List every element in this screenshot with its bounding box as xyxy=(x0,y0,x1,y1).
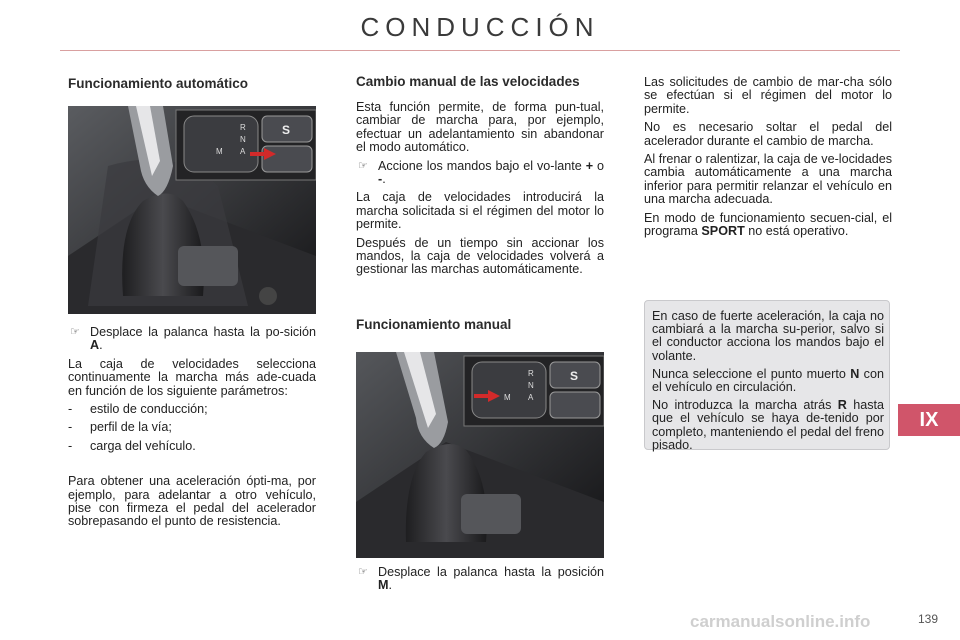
page-title: CONDUCCIÓN xyxy=(360,12,600,42)
column-conditions xyxy=(644,76,892,243)
list-item: - estilo de conducción; xyxy=(68,402,208,417)
paragraph-braking: Al frenar o ralentizar, la caja de ve-locidades cambia automáticamente a una marcha inferior para permitir relanzar el vehículo en una marcha adecuada. xyxy=(644,152,892,207)
paragraph-requests: Las solicitudes de cambio de mar-cha sólo se efectúan si el régimen del motor lo permite. xyxy=(644,75,892,116)
paragraph-accelerator: No es necesario soltar el pedal del acelerador durante el cambio de marcha. xyxy=(644,120,892,148)
gate-label-a: A xyxy=(528,393,534,402)
note-box xyxy=(644,300,890,450)
paragraph-parameters: La caja de velocidades selecciona continuamente la marcha más ade-cuada en función de los siguiente parámetros: xyxy=(68,356,316,398)
list-item: - perfil de la vía; xyxy=(68,420,172,435)
position-m: M xyxy=(378,578,389,593)
bullet-steering-controls: ☞ Accione los mandos bajo el vo-lante + o -. xyxy=(358,158,604,187)
paragraph-acceleration: Para obtener una aceleración ópti-ma, por ejemplo, para adelantar a otro vehículo, pise con firmeza el pedal del acelerador sobrepasando el punto de resistencia. xyxy=(68,474,316,529)
gate-label-n: N xyxy=(240,135,246,144)
heading-manual: Funcionamiento manual xyxy=(356,317,512,332)
sport-button-label: S xyxy=(570,369,579,383)
position-a: A xyxy=(90,338,100,353)
gear-selector-photo-automatic xyxy=(68,106,316,314)
paragraph-sport: En modo de funcionamiento secuen-cial, el programa SPORT no está operativo. xyxy=(644,210,892,239)
page-number: 139 xyxy=(917,612,938,626)
gate-label-a: A xyxy=(240,147,246,156)
paragraph-function: Esta función permite, de forma pun-tual, cambiar de marcha para, por ejemplo, efectuar un adelantamiento sin abandonar el modo automático. xyxy=(356,100,604,155)
note-reverse: No introduzca la marcha atrás R hasta que el vehículo se haya de-tenido por completo, manteniendo el pedal del freno pisado. xyxy=(652,398,884,452)
bullet-manual: ☞ Desplace la palanca hasta la posición M. xyxy=(358,565,604,593)
note-acceleration: En caso de fuerte aceleración, la caja no cambiará a la marcha su-perior, salvo si el conductor acciona los mandos bajo el volante. xyxy=(652,309,884,363)
title-rule xyxy=(60,50,900,51)
note-neutral: Nunca seleccione el punto muerto N con el vehículo en circulación. xyxy=(652,366,884,395)
heading-automatic: Funcionamiento automático xyxy=(68,76,249,91)
gear-selector-photo-manual xyxy=(356,352,604,558)
gate-label-n: N xyxy=(528,381,534,390)
gate-label-r: R xyxy=(528,369,534,378)
column-automatic-text xyxy=(68,326,316,534)
gate-label-m: M xyxy=(504,393,511,402)
heading-manual-change: Cambio manual de las velocidades xyxy=(356,74,580,89)
paragraph-engine-speed: La caja de velocidades introducirá la marcha solicitada si el régimen del motor lo permite. xyxy=(356,190,604,232)
bullet-automatic-text: Desplace la palanca hasta la po-sición xyxy=(90,325,316,339)
pointing-hand-icon: ☞ xyxy=(70,326,80,338)
sport-label: SPORT xyxy=(701,224,745,239)
pointing-hand-icon: ☞ xyxy=(358,566,368,578)
chapter-tab: IX xyxy=(898,404,960,436)
paragraph-return-auto: Después de un tiempo sin accionar los mandos, la caja de velocidades volverá a gestionar las marchas automáticamente. xyxy=(356,235,604,277)
column-automatic xyxy=(68,76,316,91)
pointing-hand-icon: ☞ xyxy=(358,159,368,172)
sport-button-label: S xyxy=(282,123,291,137)
watermark: carmanualsonline.info xyxy=(690,612,871,631)
column-manual-change xyxy=(356,74,604,282)
section-manual xyxy=(356,317,604,332)
list-item: - carga del vehículo. xyxy=(68,438,196,453)
gate-label-r: R xyxy=(240,123,246,132)
gate-label-m: M xyxy=(216,147,223,156)
bullet-manual-block xyxy=(356,566,604,598)
bullet-automatic: ☞ Desplace la palanca hasta la po-sición A. xyxy=(70,325,316,353)
